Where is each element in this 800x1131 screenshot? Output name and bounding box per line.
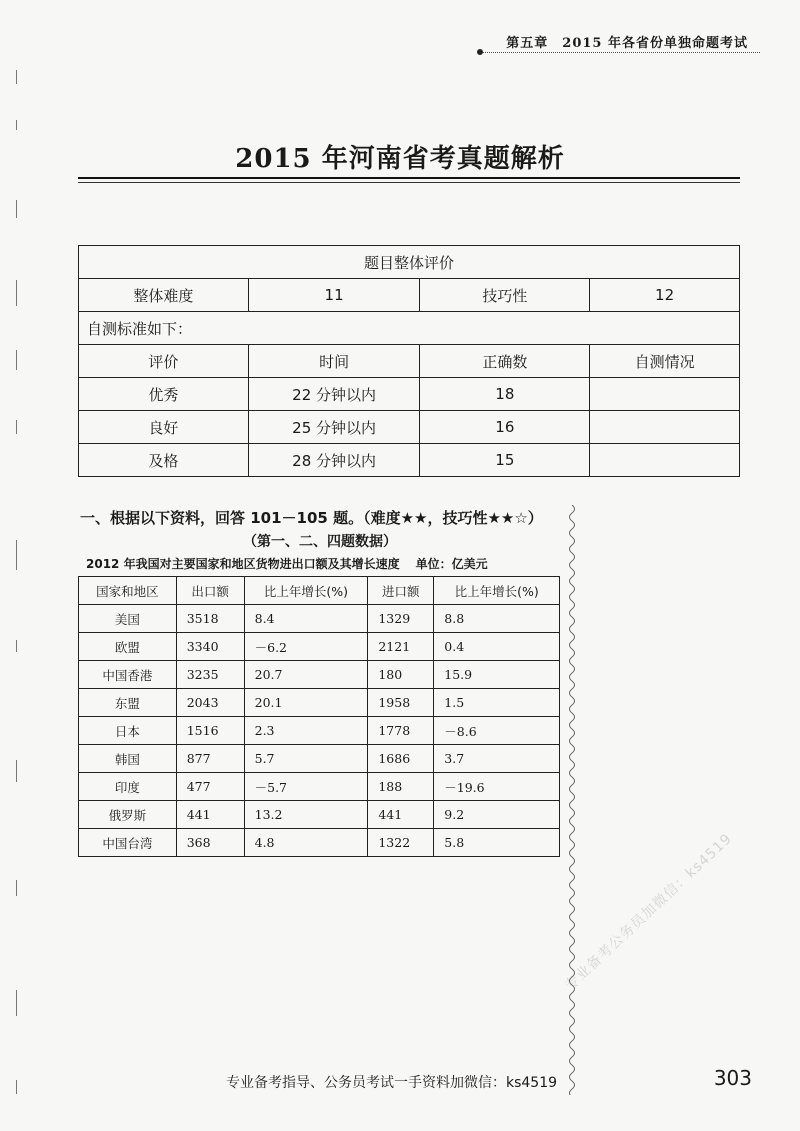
value-cell: 3.7 <box>434 745 560 773</box>
running-head-rule <box>480 52 760 53</box>
value-cell: 8.4 <box>244 605 368 633</box>
region-cell: 韩国 <box>79 745 177 773</box>
column-header: 国家和地区 <box>79 577 177 605</box>
value-cell: 180 <box>368 661 434 689</box>
value-cell: 1778 <box>368 717 434 745</box>
value-cell: 2043 <box>176 689 244 717</box>
table-row <box>79 605 560 633</box>
self-test-note-row <box>79 312 740 345</box>
wavy-margin-line <box>566 505 578 1095</box>
table-row <box>79 633 560 661</box>
title-rule-thin <box>78 182 740 183</box>
self-test-cell <box>590 411 740 444</box>
running-head: 第五章 2015 年各省份单独命题考试 <box>506 36 748 51</box>
table-caption-text: 2012 年我国对主要国家和地区货物进出口额及其增长速度 <box>86 557 400 571</box>
value-cell: 4.8 <box>244 829 368 857</box>
self-test-cell <box>590 444 740 477</box>
value-cell: 20.1 <box>244 689 368 717</box>
value-cell: 9.2 <box>434 801 560 829</box>
running-head-dot <box>477 49 483 55</box>
value-cell: 5.7 <box>244 745 368 773</box>
table-row <box>79 745 560 773</box>
question-subheading: （第一、二、四题数据） <box>243 534 397 550</box>
skill-value: 12 <box>590 279 740 312</box>
watermark: 专业备考公务员加微信：ks4519 <box>562 830 736 994</box>
table-row <box>79 773 560 801</box>
region-cell: 中国台湾 <box>79 829 177 857</box>
page-title: 2015 年河南省考真题解析 <box>235 144 565 174</box>
evaluation-columns-row <box>79 345 740 378</box>
value-cell: 368 <box>176 829 244 857</box>
question-heading: 一、根据以下资料，回答 101－105 题。（难度★★，技巧性★★☆） <box>80 509 543 527</box>
value-cell: 3340 <box>176 633 244 661</box>
table-row <box>79 689 560 717</box>
table-row <box>79 661 560 689</box>
region-cell: 中国香港 <box>79 661 177 689</box>
column-header: 进口额 <box>368 577 434 605</box>
trade-table <box>78 576 560 857</box>
column-header: 比上年增长(%) <box>434 577 560 605</box>
evaluation-score-row <box>79 279 740 312</box>
table-cell: 25 分钟以内 <box>248 411 420 444</box>
column-header: 正确数 <box>420 345 590 378</box>
evaluation-header: 题目整体评价 <box>79 246 740 279</box>
column-header: 比上年增长(%) <box>244 577 368 605</box>
table-unit: 单位：亿美元 <box>415 557 488 571</box>
region-cell: 欧盟 <box>79 633 177 661</box>
table-cell: 16 <box>420 411 590 444</box>
table-cell: 28 分钟以内 <box>248 444 420 477</box>
table-row <box>79 717 560 745</box>
value-cell: 2.3 <box>244 717 368 745</box>
value-cell: 1322 <box>368 829 434 857</box>
value-cell: 441 <box>368 801 434 829</box>
trade-header-row <box>79 577 560 605</box>
skill-label: 技巧性 <box>420 279 590 312</box>
self-test-cell <box>590 378 740 411</box>
value-cell: 1958 <box>368 689 434 717</box>
difficulty-value: 11 <box>248 279 420 312</box>
value-cell: 8.8 <box>434 605 560 633</box>
table-cell: 良好 <box>79 411 249 444</box>
value-cell: 2121 <box>368 633 434 661</box>
table-cell: 及格 <box>79 444 249 477</box>
value-cell: 1686 <box>368 745 434 773</box>
region-cell: 俄罗斯 <box>79 801 177 829</box>
self-test-note: 自测标准如下： <box>79 312 740 345</box>
value-cell: 477 <box>176 773 244 801</box>
value-cell: 1.5 <box>434 689 560 717</box>
table-cell: 18 <box>420 378 590 411</box>
value-cell: －19.6 <box>434 773 560 801</box>
table-row <box>79 801 560 829</box>
table-row <box>79 411 740 444</box>
difficulty-label: 整体难度 <box>79 279 249 312</box>
page-number: 303 <box>713 1066 752 1090</box>
table-row <box>79 444 740 477</box>
footer-text: 专业备考指导、公务员考试一手资料加微信：ks4519 <box>226 1075 558 1091</box>
table-caption <box>86 555 488 572</box>
column-header: 评价 <box>79 345 249 378</box>
value-cell: －8.6 <box>434 717 560 745</box>
evaluation-table <box>78 245 740 477</box>
table-cell: 22 分钟以内 <box>248 378 420 411</box>
value-cell: 13.2 <box>244 801 368 829</box>
region-cell: 印度 <box>79 773 177 801</box>
region-cell: 日本 <box>79 717 177 745</box>
value-cell: 5.8 <box>434 829 560 857</box>
value-cell: 20.7 <box>244 661 368 689</box>
value-cell: 15.9 <box>434 661 560 689</box>
table-row <box>79 378 740 411</box>
value-cell: 1516 <box>176 717 244 745</box>
value-cell: 441 <box>176 801 244 829</box>
value-cell: 3235 <box>176 661 244 689</box>
table-cell: 15 <box>420 444 590 477</box>
table-row <box>79 829 560 857</box>
value-cell: －6.2 <box>244 633 368 661</box>
value-cell: 0.4 <box>434 633 560 661</box>
column-header: 时间 <box>248 345 420 378</box>
value-cell: 188 <box>368 773 434 801</box>
evaluation-header-row <box>79 246 740 279</box>
region-cell: 美国 <box>79 605 177 633</box>
value-cell: 3518 <box>176 605 244 633</box>
table-cell: 优秀 <box>79 378 249 411</box>
title-rule <box>78 177 740 179</box>
region-cell: 东盟 <box>79 689 177 717</box>
value-cell: 1329 <box>368 605 434 633</box>
value-cell: 877 <box>176 745 244 773</box>
column-header: 自测情况 <box>590 345 740 378</box>
value-cell: －5.7 <box>244 773 368 801</box>
column-header: 出口额 <box>176 577 244 605</box>
